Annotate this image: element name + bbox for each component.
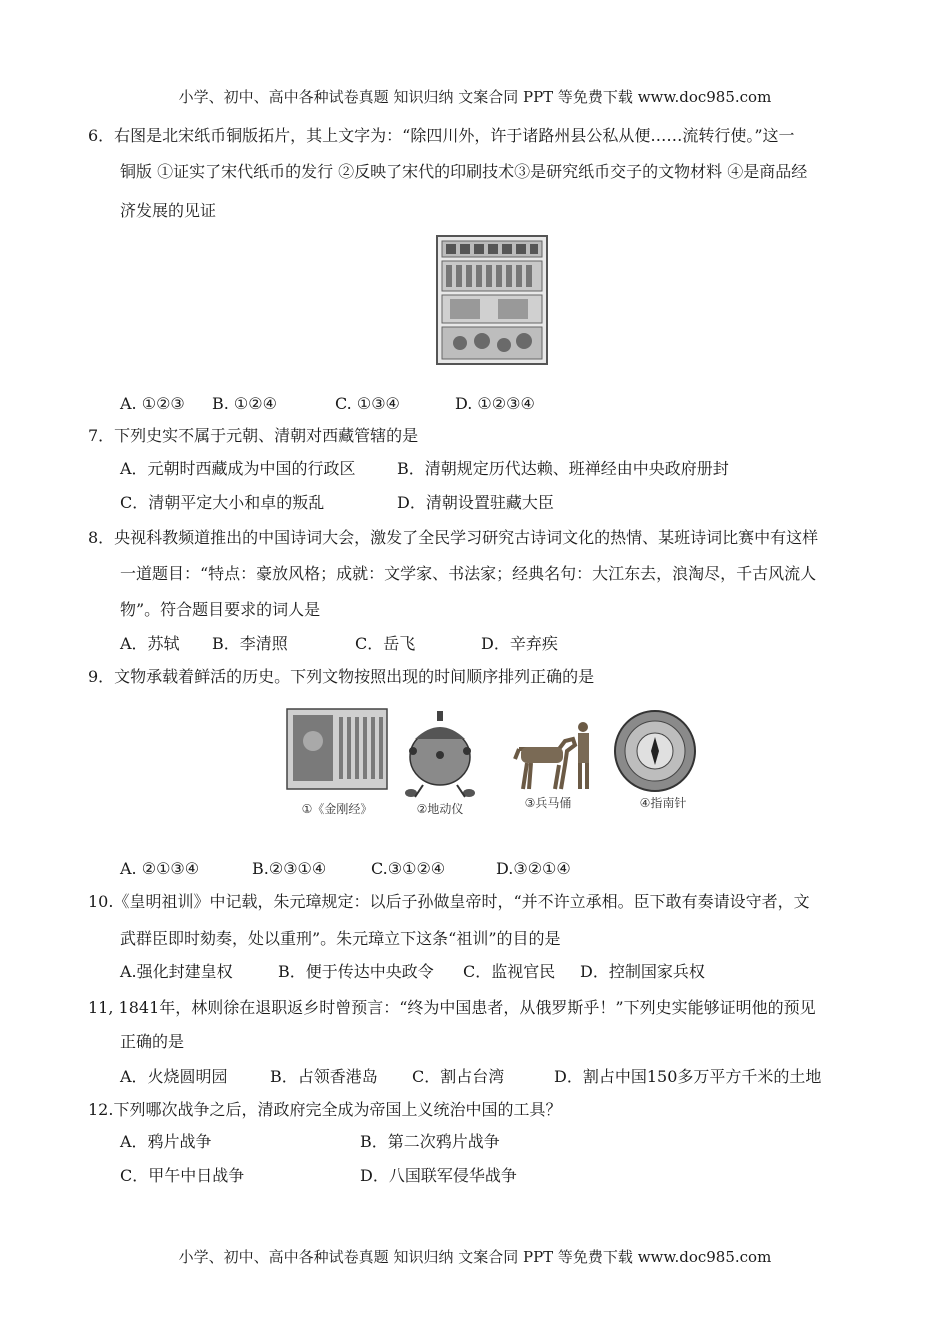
q9-stem: 9．文物承载着鲜活的历史。下列文物按照出现的时间顺序排列正确的是 (88, 667, 595, 686)
q12-option-a: A．鸦片战争 (120, 1132, 212, 1151)
q8-stem-line3: 物”。符合题目要求的词人是 (120, 600, 321, 619)
q7-option-c: C．清朝平定大小和卓的叛乱 (120, 493, 325, 512)
q6-stem-line2: 铜版 ①证实了宋代纸币的发行 ②反映了宋代的印刷技术③是研究纸币交子的文物材料 ④是商品经 (120, 162, 808, 181)
q12-option-d: D．八国联军侵华战争 (360, 1166, 517, 1185)
q9-option-c: C.③①②④ (371, 859, 446, 878)
q8-stem-line2: 一道题目：“特点：豪放风格；成就：文学家、书法家；经典名句：大江东去，浪淘尽，千古风流人 (120, 564, 817, 583)
q9-artifacts-figure (283, 705, 713, 820)
caption-seismoscope: ②地动仪 (416, 802, 464, 816)
q8-option-b: B．李清照 (212, 634, 288, 653)
q7-option-a: A．元朝时西藏成为中国的行政区 (120, 459, 356, 478)
q8-stem-line1: 8．央视科教频道推出的中国诗词大会，激发了全民学习研究古诗词文化的热情、某班诗词比赛中有这样 (88, 528, 819, 547)
q10-stem-line2: 武群臣即时劾奏，处以重刑”。朱元璋立下这条“祖训”的目的是 (120, 929, 561, 948)
q10-option-a: A.强化封建皇权 (120, 962, 233, 981)
q7-stem: 7．下列史实不属于元朝、清朝对西藏管辖的是 (88, 426, 419, 445)
q11-option-b: B．占领香港岛 (270, 1067, 378, 1086)
caption-compass: ④指南针 (639, 796, 687, 810)
caption-terracotta-warriors: ③兵马俑 (524, 796, 572, 810)
q9-option-b: B.②③①④ (252, 859, 327, 878)
q6-option-c: C. ①③④ (335, 394, 400, 413)
q11-option-c: C．割占台湾 (412, 1067, 505, 1086)
banknote-printing-plate-image (436, 235, 548, 365)
q6-stem-line1: 6．右图是北宋纸币铜版拓片，其上文字为：“除四川外，许于诸路州县公私从便……流转行使。”这一 (88, 126, 795, 145)
q8-option-a: A．苏轼 (120, 634, 180, 653)
q12-option-b: B．第二次鸦片战争 (360, 1132, 500, 1151)
page-header: 小学、初中、高中各种试卷真题 知识归纳 文案合同 PPT 等免费下载 www.doc985.com (178, 88, 772, 106)
q8-option-d: D．辛弃疾 (481, 634, 558, 653)
q11-stem-line2: 正确的是 (120, 1032, 185, 1051)
q9-option-d: D.③②①④ (496, 859, 571, 878)
terracotta-warriors-image (515, 722, 589, 789)
seismoscope-image (405, 711, 475, 797)
q6-option-a: A. ①②③ (120, 394, 185, 413)
q12-option-c: C．甲午中日战争 (120, 1166, 245, 1185)
q8-option-c: C．岳飞 (355, 634, 416, 653)
q10-option-c: C．监视官民 (463, 962, 556, 981)
q7-option-d: D．清朝设置驻藏大臣 (397, 493, 554, 512)
q6-option-b: B. ①②④ (212, 394, 277, 413)
q6-stem-line3: 济发展的见证 (120, 201, 217, 220)
q12-stem: 12.下列哪次战争之后，清政府完全成为帝国上义统治中国的工具？ (88, 1100, 562, 1119)
page-footer: 小学、初中、高中各种试卷真题 知识归纳 文案合同 PPT 等免费下载 www.doc985.com (178, 1248, 772, 1266)
q10-option-b: B．便于传达中央政令 (278, 962, 434, 981)
q6-option-d: D. ①②③④ (455, 394, 535, 413)
q11-stem-line1: 11, 1841年，林则徐在退职返乡时曾预言：“终为中国患者，从俄罗斯乎！”下列史实能够证明他的预见 (88, 998, 816, 1017)
q10-stem-line1: 10.《皇明祖训》中记载，朱元璋规定：以后子孙做皇帝时，“并不许立承相。臣下敢有奏请设守者，文 (88, 892, 810, 911)
q11-option-a: A．火烧圆明园 (120, 1067, 228, 1086)
diamond-sutra-image (287, 709, 387, 789)
q7-option-b: B．清朝规定历代达赖、班禅经由中央政府册封 (397, 459, 729, 478)
q11-option-d: D．割占中国150多万平方千米的土地 (554, 1067, 822, 1086)
caption-diamond-sutra: ①《金刚经》 (301, 802, 373, 816)
compass-image (615, 711, 695, 791)
q9-option-a: A. ②①③④ (120, 859, 200, 878)
q10-option-d: D．控制国家兵权 (580, 962, 705, 981)
